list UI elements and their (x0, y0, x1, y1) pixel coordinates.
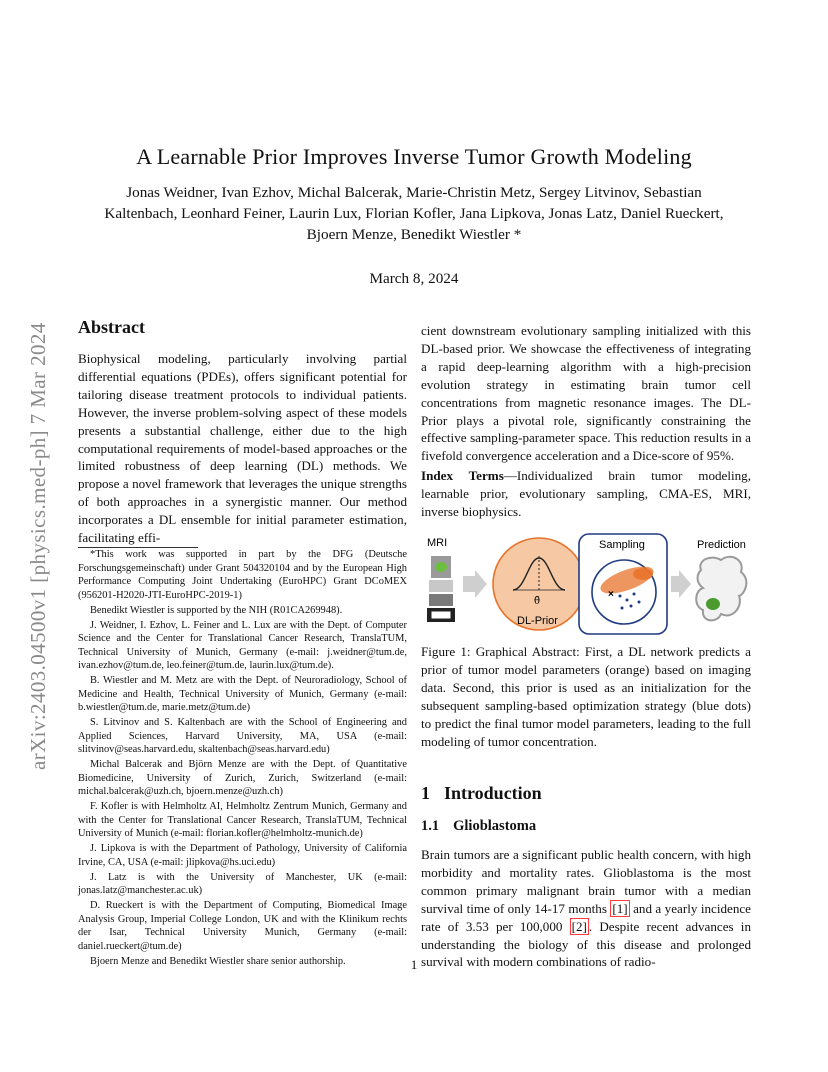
index-terms (421, 467, 751, 521)
footnote-item: J. Weidner, I. Ezhov, L. Feiner and L. Lux are with the Dept. of Computer Science and the Center for Translational Cancer Research, TranslaTUM, Technical University of Munich, Germany (e-mail: j.weidner@tum.de, ivan.ezhov@tum.de, leo.feiner@tum.de, laurin.lux@tum.de). (78, 619, 407, 671)
figure-caption: Figure 1: Graphical Abstract: First, a DL network predicts a prior of tumor model parameters (orange) based on imaging data. Second, this prior is used as an initialization for the subsequent sampling-based optimization strategy (blue dots) to predict the final tumor model parameters, leading to the full modeling of tumor concentration. (421, 644, 751, 749)
page-number: 1 (410, 957, 418, 972)
mri-label: MRI (427, 537, 448, 549)
subsection-heading (421, 818, 536, 835)
section-heading (421, 783, 542, 804)
predicted-tumor (706, 598, 720, 610)
subsection-title: Glioblastoma (453, 818, 537, 834)
footnote-item: Michal Balcerak and Björn Menze are with the Dept. of Quantitative Biomedicine, University of Zurich, Zurich, Switzerland (e-mail: michal.balcerak@uzh.ch, bjoern.menze@uzh.ch) (78, 759, 407, 797)
prediction-label: Prediction (697, 539, 746, 551)
footnotes (78, 548, 407, 970)
arrow-icon (671, 570, 691, 598)
svg-text:×: × (608, 589, 614, 600)
section-title: Introduction (444, 783, 542, 803)
footnote-item: D. Rueckert is with the Department of Computing, Biomedical Image Analysis Group, Imperial College London, UK and with the Klinikum rechts der Isar, Technical University Munich, Germany (e-mail: daniel.rueckert@tum.de) (78, 900, 407, 952)
dl-prior-label: DL-Prior (517, 615, 558, 627)
intro-text: . Despite recent advances in understanding the biology of this disease and prolonged survival with modern combinations of radio- (421, 918, 751, 970)
abstract-text-left: Biophysical modeling, particularly involving partial differential equations (PDEs), offers significant potential for tailoring disease treatment protocols to individual patients. However, the inverse problem-solving aspect of these models presents a substantial challenge, either due to the high computational requirements of model-based approaches or the limited robustness of deep learning (DL) methods. We propose a novel framework that leverages the unique strengths of both approaches in a synergistic manner. Our method incorporates a DL ensemble for initial parameter estimation, facilitating effi- (78, 351, 407, 546)
citation-link[interactable]: [2] (571, 918, 587, 934)
intro-text: Brain tumors are a significant public health concern, with high morbidity and mortality rates. Glioblastoma is the most common primary malignant brain tumor with a median survival time of only 14-17 months (421, 847, 751, 916)
index-terms-text: —Individualized brain tumor modeling, learnable prior, evolutionary sampling, CMA-ES, MRI, inverse biophysics. (421, 468, 751, 519)
paper-title: A Learnable Prior Improves Inverse Tumor Growth Modeling (136, 144, 692, 169)
footnote-item: *This work was supported in part by the DFG (Deutsche Forschungsgemeinschaft) under Grant 504320104 and by the European High Performance Computing Joint Undertaking (EuroHPC) Grant DCoMEX (956201-H2020-JTI-EuroHPC-2019-1) (78, 549, 407, 601)
footnote-item: J. Lipkova is with the Department of Pathology, University of California Irvine, CA, USA (e-mail: jlipkova@hs.uci.edu) (78, 843, 407, 868)
footnote-item: Benedikt Wiestler is supported by the NIH (R01CA269948). (90, 604, 343, 616)
arxiv-side-label: arXiv:2403.04500v1 [physics.med-ph] 7 Mar 2024 (26, 322, 50, 770)
theta-label: θ̄ (534, 596, 541, 607)
footnote-item: F. Kofler is with Helmholtz AI, Helmholtz Zentrum Munich, Germany and with the Center for Translational Cancer Research, TranslaTUM, Technical University of Munich (e-mail: florian.kofler@helmholtz-munich.de) (78, 801, 407, 839)
sampling-label: Sampling (599, 539, 645, 551)
author-list: Jonas Weidner, Ivan Ezhov, Michal Balcerak, Marie-Christin Metz, Sergey Litvinov, Sebastian Kaltenbach, Leonhard Feiner, Laurin Lux, Florian Kofler, Jana Lipkova, Jonas Latz, Daniel Rueckert, Bjoern Menze, Benedikt Wiestler * (104, 184, 724, 243)
citation-link[interactable]: [1] (612, 900, 628, 916)
footnote-item: B. Wiestler and M. Metz are with the Dept. of Neuroradiology, School of Medicine and Health, Technical University of Munich, Germany (e-mail: b.wiestler@tum.de, marie.metz@tum.de) (78, 675, 407, 713)
brain-outline (696, 557, 746, 621)
footnote-item: Bjoern Menze and Benedikt Wiestler share senior authorship. (90, 955, 346, 967)
abstract-heading: Abstract (78, 317, 145, 337)
abstract-text-right: cient downstream evolutionary sampling initialized with this DL-based prior. We showcase the effectiveness of integrating a rapid deep-learning algorithm with a high-precision evolution strategy in estimating brain tumor cell concentrations from magnetic resonance images. The DL-Prior plays a pivotal role, significantly constraining the effective sampling-parameter space. This reduction results in a fivefold convergence acceleration and a Dice-score of 95%. (421, 323, 751, 464)
footnote-item: S. Litvinov and S. Kaltenbach are with the School of Engineering and Applied Sciences, Harvard University, MA, USA (e-mail: slitvinov@seas.harvard.edu, skaltenbach@seas.harvard.edu) (78, 717, 407, 755)
mri-image-stack (427, 556, 455, 622)
index-terms-label: Index Terms (421, 468, 504, 483)
intro-text: and a yearly incidence rate of 3.53 per 100,000 (421, 900, 751, 934)
section-number: 1 (421, 783, 430, 803)
footnote-item: J. Latz is with the University of Manchester, UK (e-mail: jonas.latz@manchester.ac.uk) (78, 871, 407, 896)
intro-paragraph (421, 846, 751, 971)
graphical-abstract-figure (421, 530, 751, 638)
paper-date: March 8, 2024 (369, 270, 459, 287)
subsection-number: 1.1 (421, 818, 440, 834)
arrow-icon (463, 570, 487, 598)
